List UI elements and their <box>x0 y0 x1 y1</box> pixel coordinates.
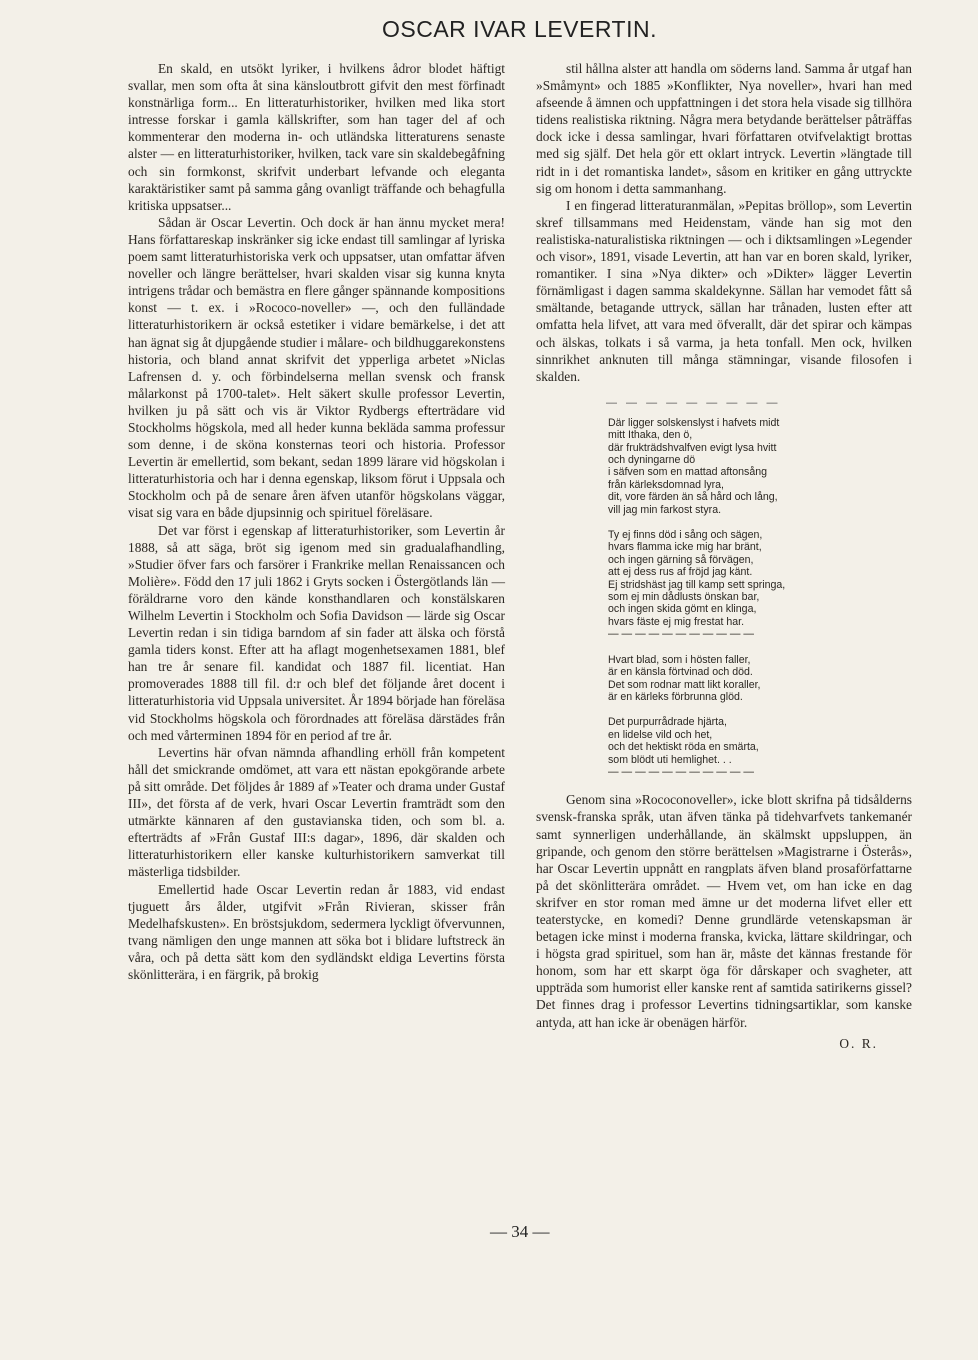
author-signature: O. R. <box>839 1035 878 1051</box>
poem-line: Hvart blad, som i hösten faller, <box>608 653 751 666</box>
poem-line: och det hektiskt röda en smärta, <box>608 741 759 754</box>
poem-divider: — — — — — — — — — — — <box>608 628 754 641</box>
page-number: — 34 — <box>490 1222 550 1241</box>
paragraph-rivieran: Emellertid hade Oscar Levertin redan år 1883, vid endast tjuguett års ålder, utgifvit »Från Rivieran, skisser från Medelhafskusten». En bröstsjukdom, sedermera lyckligt öfvervunnen, tvang nämligen den unge mannen att söka bot i blidare luftstreck än våra, och på detta sätt kom den sydländskt eldiga Levertins första skönlitterära, i en färgrik, på brokig <box>128 881 505 982</box>
poem-line: är en känsla förtvinad och död. <box>608 666 753 679</box>
right-column <box>536 60 912 1052</box>
paragraph-afhandling: Levertins här ofvan nämnda afhandling erhöll från kompetent håll det smickrande omdömet, att vara ett nästan epokgörande arbete på sitt område. Det följdes år 1889 af »Teater och drama under Gustaf III», det första af de verk, hvari Oscar Levertin framträdt som den utmärkte kännaren af den gustavianska tiden, och som bl. a. efterträdts af »Från Gustaf III:s dagar», 1896, där skalden och litteraturhistorikern eller kanske kulturhistorikern samverkat till mästerliga tidsbilder. <box>128 744 505 880</box>
paragraph-continuation: stil hållna alster att handla om söderns land. Samma år utgaf han »Småmynt» och 1885 »Konflikter, Nya noveller», hvari han med afseende å ämnen och uppfattningen i det stora hela visade sig tillhöra tidens realistiska riktning. Några mera betydande berättelser påträffas dock icke i dessa samlingar, hvari författaren otvifvelaktigt brottas med sig själf. Det hela gör ett oklart intryck. Levertin »längtade till ridt in i det romantiska landet», såsom en kritiker en gång uttryckte sig om honom i detta sammanhang. <box>536 61 912 196</box>
divider-top: — — — — — — — — — <box>606 396 781 409</box>
poem-excerpts <box>608 417 878 779</box>
poem-line: och ingen gärning så förvägen, <box>608 553 754 566</box>
poem-line: som blödt uti hemlighet. . . <box>608 753 732 766</box>
paragraph-rococonoveller: Genom sina »Rococonoveller», icke blott skrifna på tidsålderns svensk-franska språk, utan äfven tänka på tidehvarfvets tankemanér samt synnerligen underhållande, än skälmskt uppsluppen, än gripande, och genom den större berättelsen »Magistrarne i Österås», har Oscar Levertin uppnått en rangplats äfven bland prosaförfattarne på det skönlitterära området. — Hvem vet, om han icke en dag skrifver en stor roman med ämne ur det moderna lifvet eller ett teaterstycke, en komedi? Denne grundlärde vetenskapsman är betagen icke minst i moderna franska, kvicka, lättare skildringar, och i högsta grad spirituel, som han är, måste det kännas frestande för honom, som har ett skarpt öga för dårskaper och svagheter, att uppträda som humorist eller kanske rent af samtida satirikerns gissel? Det finnes drag i professor Levertins tidningsartiklar, som kanske antyda, att han icke är obenägen härför. <box>536 792 912 1030</box>
poem-divider: — — — — — — — — — — — <box>608 765 754 778</box>
left-column <box>128 60 505 983</box>
poem-line: en lidelse vild och het, <box>608 728 713 741</box>
page-title: OSCAR IVAR LEVERTIN. <box>382 16 657 42</box>
poem-line: dit, vore färden än så hård och lång, <box>608 491 778 504</box>
poem-line: Ty ej finns död i sång och sägen, <box>608 529 763 542</box>
poem-line: och ingen skida gömt en klinga, <box>608 603 757 616</box>
poem-line: Det purpurrådrade hjärta, <box>608 716 727 729</box>
poem-line: som ej min dådlusts önskan bar, <box>608 591 760 604</box>
poem-line: mitt Ithaka, den ö, <box>608 429 693 442</box>
poem-line: hvars flamma icke mig har bränt, <box>608 541 762 554</box>
poem-line: Ej stridshäst jag till kamp sett springa, <box>608 578 786 591</box>
poem-line: att ej dess rus af fröjd jag känt. <box>608 566 753 579</box>
poem-line: Där ligger solskenslyst i hafvets midt <box>608 416 780 429</box>
poem-line: och dyningarne dö <box>608 454 696 466</box>
poem-stanza-hjarta <box>608 716 878 778</box>
poem-line: vill jag min farkost styra. <box>608 503 722 516</box>
paragraph-intro: En skald, en utsökt lyriker, i hvilkens ådror blodet häftigt svallar, men som ofta åt sina känsloutbrott gifvit den mest förfinadt konstnärliga form... En litteraturhistoriker, hvilken med lika stort intresse forskar i gamla källskrifter, som han tager del af och kommenterar den moderna in- och utländska litteraturens senaste alster — en litteraturhistoriker, hvilken, tack vare sin skaldebegåfning och sin formkonst, skrifvit underbart lefvande och eleganta karaktäristiker samt på samma gång ovanligt träffande och behagfulla kritiska uppsatser... <box>128 61 505 213</box>
poem-line: hvars fäste ej mig frestat har. <box>608 615 745 628</box>
paragraph-biography: Det var först i egenskap af litteraturhistoriker, som Levertin år 1888, så att säga, bröt sig igenom med sin gradualafhandling, »Studier öfver fars och farsörer i Frankrike mellan Renaissancen och Molière». Född den 17 juli 1862 i Gryts socken i Östergötlands län — föräldrarne voro den kände konsthandlaren och konstälskaren Wilhelm Levertin i Stockholm och Sofia Davidson — lärde sig Oscar Levertin redan i sin tidiga barndom af sin fader att älska och förstå gamla tiders konst. Efter att ha aflagt mogenhetsexamen 1881, blef han tre år senare fil. kandidat och 1887 fil. licentiat. Han promoverades 1888 till fil. d:r och blef det följande året docent i litteraturhistoria vid Uppsala universitet. År 1894 började han föreläsa vid Stockholms högskola och förordnades att föreläsa därstädes från och med vårterminen 1894 för en period af tre år. <box>128 522 505 743</box>
poem-line: från kärleksdomnad lyra, <box>608 478 724 491</box>
poem-line: i säfven som en mattad aftonsång <box>608 466 767 479</box>
poem-line: är en kärleks förbrunna glöd. <box>608 690 743 703</box>
poem-stanza-sang <box>608 529 878 641</box>
paragraph-sadan: Sådan är Oscar Levertin. Och dock är han ännu mycket mera! Hans författareskap inskränker sig icke endast till samlingar af lyriska poem samt litteraturhistoriska verk och uppsatser, utan omfattar äfven noveller och längre berättelser, hvari skalden visar sig kunna knyta intrigens trådar och bemästra en flere gånger spännande kompositions konst — t. ex. i »Rococo-noveller» —, och den fulländade litteraturhistorikern är också estetiker i vidare bemärkelse, i det att han ägnat sig åt djupgående studier i målare- och bildhuggarekonstens historia, och bland annat skrifvit det ypperliga arbetet »Niclas Lafrensen d. y. och förbindelserna mellan svensk och fransk målarkonst på 1700-talet». Helt säkert skulle professor Levertin, hvilken ju på sätt och vis är Viktor Rydbergs efterträdare vid Stockholms högskola, med all heder kunna bekläda samma professur som denne, i de sköna konsternas teori och historia. Professor Levertin är emellertid, som bekant, sedan 1899 lärare vid högskolan i litteraturhistoria och har i denna egenskap, liksom förut i Uppsala och Stockholm och på de senare åren äfven utanför högskolans väggar, visat sig vara en både djupsinnig och spirituel föreläsare. <box>128 214 505 521</box>
poem-line: Det som rodnar matt likt koraller, <box>608 678 761 691</box>
poem-stanza-hosten <box>608 654 878 704</box>
poem-line: där frukträdshvalfven evigt lysa hvitt <box>608 441 777 454</box>
paragraph-pepitas: I en fingerad litteraturanmälan, »Pepitas bröllop», som Levertin skref tillsammans med Heidenstam, vände han sig mot den realistiska-naturalistiska riktningen — och i diktsamlingen »Legender och visor», 1891, visade Levertin, att han var en boren skald, lyriker, romantiker. I sina »Nya dikter» och »Dikter» lägger Levertin förnämligast i dagen samma skaldekynne. Sällan har vemodet fått så smältande, betagande uttryck, sällan har trånaden, lusten efter att omfatta hela lifvet, att vara med öfverallt, där det spirar och kämpas och älskas, tolkats i så varma, ja heta tonfall. Men ock, hvilken sinnrikhet anknuten till många stämningar, visande filosofen i skalden. <box>536 197 912 384</box>
poem-stanza-ithaka <box>608 417 878 516</box>
